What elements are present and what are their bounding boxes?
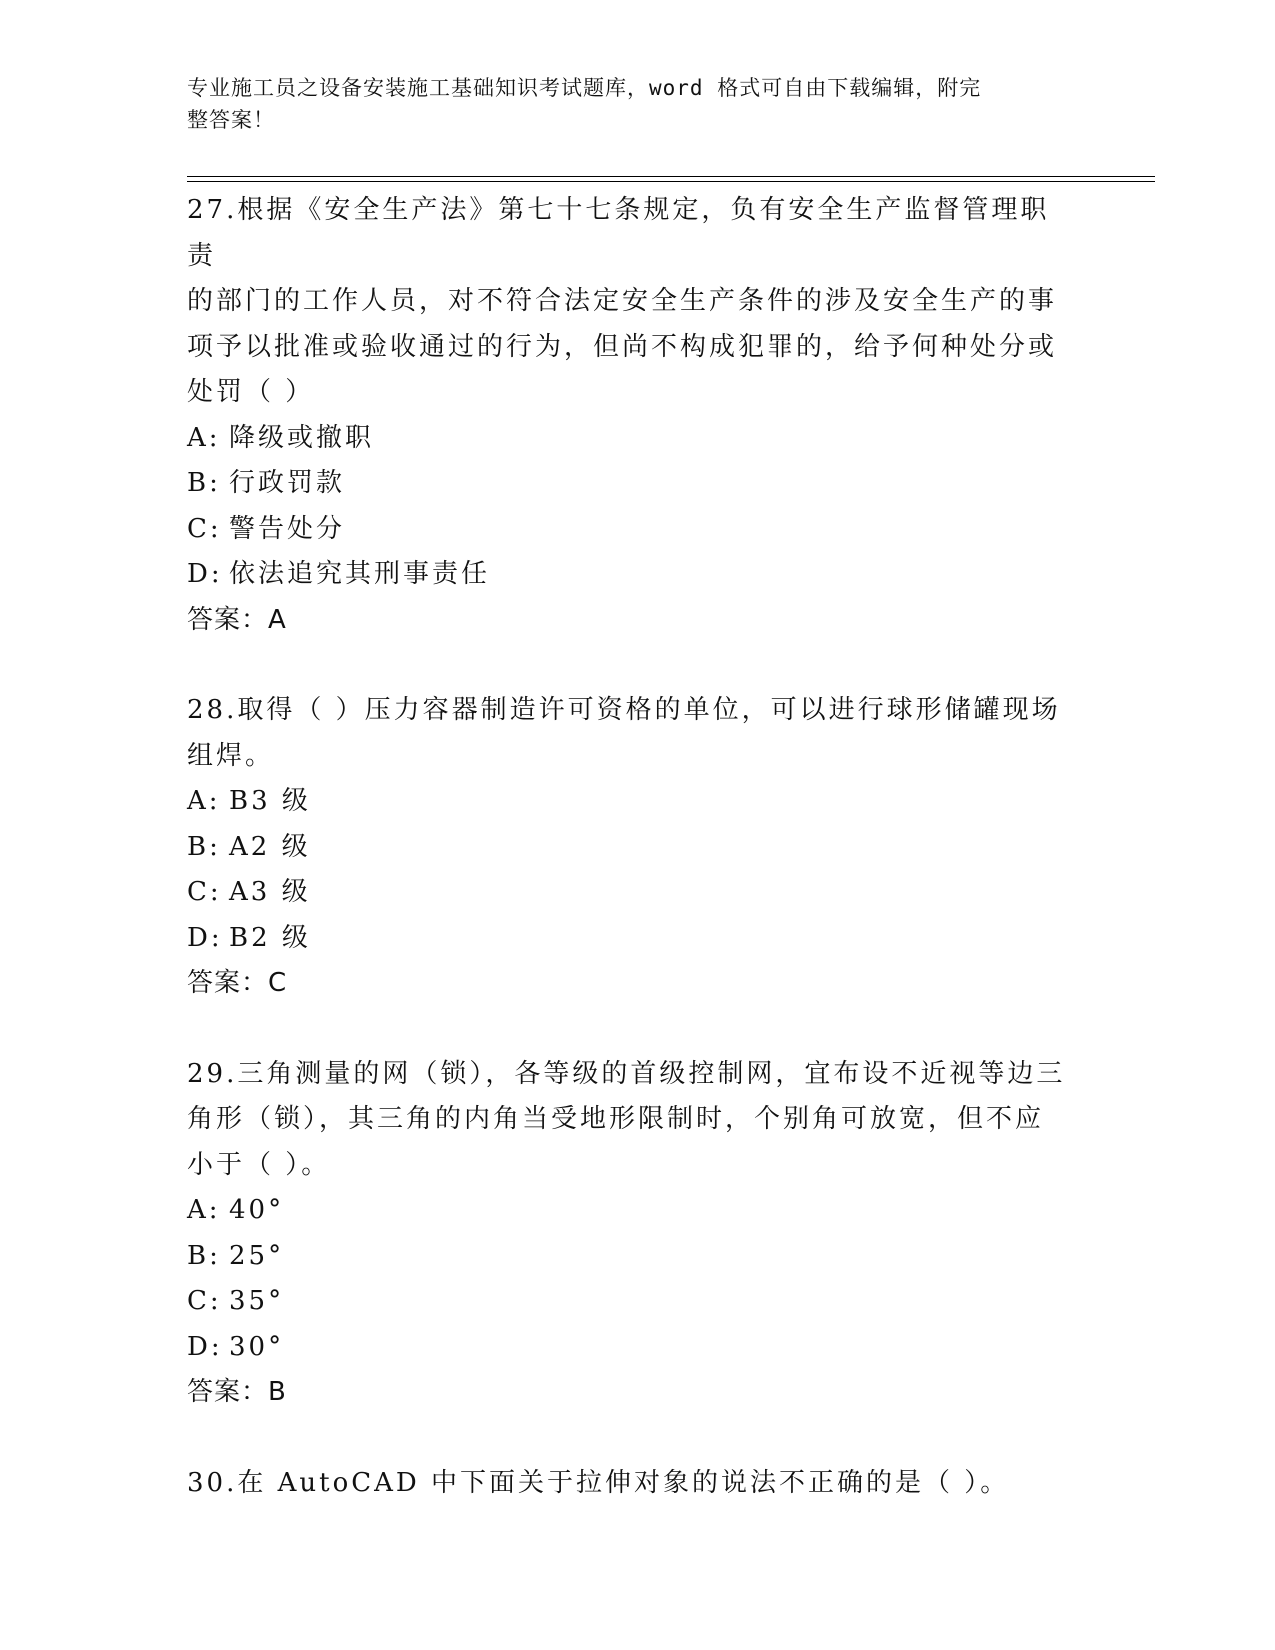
question-stem xyxy=(187,688,1077,779)
answer-line: 答案：A xyxy=(187,604,287,635)
option-text: 35° xyxy=(229,1286,285,1316)
stem-line: 小于（ ）。 xyxy=(187,1149,331,1180)
option-key: D: xyxy=(187,559,223,589)
stem-line: 27.根据《安全生产法》第七十七条规定，负有安全生产监督管理职责 xyxy=(187,195,1050,271)
stem-line: 29.三角测量的网（锁），各等级的首级控制网，宜布设不近视等边三 xyxy=(187,1058,1066,1089)
option-a xyxy=(187,779,1077,825)
option-c xyxy=(187,1279,1077,1325)
option-key: D: xyxy=(187,922,223,953)
option-key: B: xyxy=(187,1240,221,1271)
option-c xyxy=(187,507,1077,553)
option-key: A: xyxy=(187,786,221,816)
question-28 xyxy=(187,688,1077,1007)
option-d xyxy=(187,1325,1077,1371)
option-text: A3 级 xyxy=(229,877,311,907)
option-b xyxy=(187,461,1077,507)
option-b xyxy=(187,825,1077,871)
answer-line: 答案：C xyxy=(187,968,288,998)
option-text: 30° xyxy=(229,1331,285,1362)
option-key: C: xyxy=(187,513,222,544)
option-text: 降级或撤职 xyxy=(229,422,375,453)
stem-line: 的部门的工作人员，对不符合法定安全生产条件的涉及安全生产的事 xyxy=(187,286,1058,316)
stem-line: 28.取得（ ）压力容器制造许可资格的单位，可以进行球形储罐现场 xyxy=(187,695,1061,725)
question-stem xyxy=(187,1461,1077,1507)
option-text: 警告处分 xyxy=(229,513,346,544)
question-27 xyxy=(187,188,1077,643)
question-30 xyxy=(187,1461,1077,1507)
question-list xyxy=(187,188,1077,1551)
stem-line: 30.在 AutoCAD 中下面关于拉伸对象的说法不正确的是（ ）。 xyxy=(187,1467,1010,1498)
option-key: B: xyxy=(187,831,221,862)
question-29 xyxy=(187,1052,1077,1416)
option-c xyxy=(187,870,1077,916)
option-key: B: xyxy=(187,468,221,498)
option-text: A2 级 xyxy=(229,831,311,862)
stem-line: 角形（锁），其三角的内角当受地形限制时，个别角可放宽，但不应 xyxy=(187,1104,1045,1134)
question-stem xyxy=(187,188,1077,416)
option-key: A: xyxy=(187,1195,221,1225)
header-line-1: 专业施工员之设备安装施工基础知识考试题库，word 格式可自由下载编辑，附完 xyxy=(187,76,982,100)
header-divider-top xyxy=(187,176,1155,177)
option-text: B3 级 xyxy=(229,786,311,816)
option-text: 行政罚款 xyxy=(229,468,346,498)
question-stem xyxy=(187,1052,1077,1189)
option-d xyxy=(187,916,1077,962)
option-key: D: xyxy=(187,1331,223,1362)
document-header xyxy=(187,72,1067,136)
option-b xyxy=(187,1234,1077,1280)
option-key: C: xyxy=(187,1286,222,1316)
option-a xyxy=(187,416,1077,462)
option-d xyxy=(187,552,1077,598)
option-text: 25° xyxy=(229,1240,285,1271)
option-text: 40° xyxy=(229,1195,285,1225)
stem-line: 组焊。 xyxy=(187,740,275,771)
stem-line: 项予以批准或验收通过的行为，但尚不构成犯罪的，给予何种处分或 xyxy=(187,331,1058,362)
header-line-2: 整答案！ xyxy=(187,108,275,132)
stem-line: 处罚（ ） xyxy=(187,377,315,407)
option-key: C: xyxy=(187,877,222,907)
option-text: 依法追究其刑事责任 xyxy=(229,559,491,589)
answer-line: 答案：B xyxy=(187,1377,287,1407)
header-divider-bottom xyxy=(187,181,1155,182)
option-key: A: xyxy=(187,422,221,453)
option-text: B2 级 xyxy=(229,922,311,953)
option-a xyxy=(187,1188,1077,1234)
